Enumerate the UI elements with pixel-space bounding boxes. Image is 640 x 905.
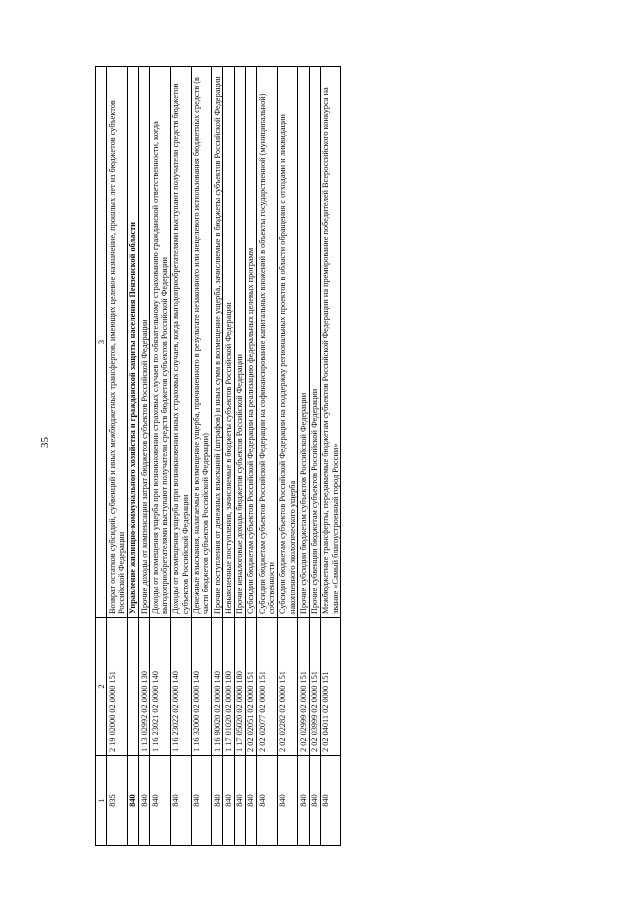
admin-code-cell: 840 <box>170 756 191 846</box>
admin-code-cell: 840 <box>127 756 138 846</box>
table-row <box>298 67 309 846</box>
table-row <box>309 67 320 846</box>
table-row <box>170 67 191 846</box>
budget-classification-code-cell: 2 02 02282 02 0000 151 <box>277 618 298 756</box>
table-row <box>150 67 171 846</box>
revenue-name-cell: Денежные взыскания, налагаемые в возмещение ущерба, причиненного в результате незаконного или нецелевого использования бюджетных средств (в части бюджетов субъектов Российской Федерации) <box>191 67 212 618</box>
budget-classification-code-cell: 1 16 23022 02 0000 140 <box>170 618 191 756</box>
revenue-name-cell: Возврат остатков субсидий, субвенций и иных межбюджетных трансфертов, имеющих целевое назначение, прошлых лет из бюджетов субъектов Российской Федерации <box>107 67 128 618</box>
admin-code-cell: 840 <box>257 756 278 846</box>
revenue-name-cell: Субсидии бюджетам субъектов Российской Федерации на поддержку региональных проектов в области обращения с отходами и ликвидации накопленного экологического ущерба <box>277 67 298 618</box>
budget-classification-code-cell: 1 17 01020 02 0000 180 <box>223 618 234 756</box>
column-header-1: 1 <box>96 756 107 846</box>
revenue-name-cell: Прочие поступления от денежных взысканий (штрафов) и иных сумм в возмещение ущерба, зачисляемые в бюджеты субъектов Российской Федерации <box>212 67 223 618</box>
table-row <box>234 67 245 846</box>
table-body <box>107 67 341 846</box>
admin-code-cell: 840 <box>234 756 245 846</box>
admin-code-cell: 840 <box>245 756 256 846</box>
page-number: 35 <box>39 437 51 448</box>
revenue-name-cell: Управление жилищно-коммунального хозяйства и гражданской защиты населения Пензенской области <box>127 67 138 618</box>
table-row <box>212 67 223 846</box>
table-row <box>139 67 150 846</box>
table-header-row <box>96 67 107 846</box>
document-table-container <box>95 66 341 846</box>
budget-classification-code-cell: 2 19 02000 02 0000 151 <box>107 618 128 756</box>
table-row <box>277 67 298 846</box>
admin-code-cell: 840 <box>298 756 309 846</box>
budget-classification-code-cell: 1 16 32000 02 0000 140 <box>191 618 212 756</box>
admin-code-cell: 840 <box>309 756 320 846</box>
admin-code-cell: 840 <box>277 756 298 846</box>
admin-code-cell: 840 <box>191 756 212 846</box>
table-row <box>107 67 128 846</box>
revenue-name-cell: Прочие субвенции бюджетам субъектов Российской Федерации <box>309 67 320 618</box>
budget-classification-code-cell: 1 17 05020 02 0000 180 <box>234 618 245 756</box>
table-row <box>245 67 256 846</box>
budget-classification-code-cell: 2 02 02051 02 0000 151 <box>245 618 256 756</box>
revenue-name-cell: Доходы от возмещения ущерба при возникновении иных страховых случаев, когда выгодоприобретателями выступают получатели средств бюджетов субъектов Российской Федерации <box>170 67 191 618</box>
table-row <box>223 67 234 846</box>
table-row <box>127 67 138 846</box>
revenue-name-cell: Невыясненные поступления, зачисляемые в бюджеты субъектов Российской Федерации <box>223 67 234 618</box>
table-row <box>191 67 212 846</box>
column-header-3: 3 <box>96 67 107 618</box>
budget-classification-code-cell: 2 02 02077 02 0000 151 <box>257 618 278 756</box>
revenue-name-cell: Прочие доходы от компенсации затрат бюджетов субъектов Российской Федерации <box>139 67 150 618</box>
revenue-name-cell: Межбюджетные трансферты, передаваемые бюджетам субъектов Российской Федерации на премирование победителей Всероссийского конкурса на звание «Самый благоустроенный город России» <box>320 67 341 618</box>
budget-classification-code-cell: 1 13 02992 02 0000 130 <box>139 618 150 756</box>
admin-code-cell: 835 <box>107 756 128 846</box>
admin-code-cell: 840 <box>139 756 150 846</box>
admin-code-cell: 840 <box>320 756 341 846</box>
revenue-codes-table <box>95 66 341 846</box>
admin-code-cell: 840 <box>150 756 171 846</box>
budget-classification-code-cell <box>127 618 138 756</box>
table-row <box>320 67 341 846</box>
revenue-name-cell: Доходы от возмещения ущерба при возникновении страховых случаев по обязательному страхованию гражданской ответственности, когда выгодоприобретателями выступают получатели средств бюджетов субъектов Российской Федерации <box>150 67 171 618</box>
column-header-2: 2 <box>96 618 107 756</box>
budget-classification-code-cell: 2 02 03999 02 0000 151 <box>309 618 320 756</box>
budget-classification-code-cell: 1 16 90020 02 0000 140 <box>212 618 223 756</box>
budget-classification-code-cell: 2 02 02999 02 0000 151 <box>298 618 309 756</box>
table-row <box>257 67 278 846</box>
admin-code-cell: 840 <box>223 756 234 846</box>
revenue-name-cell: Прочие неналоговые доходы бюджетов субъектов Российской Федерации <box>234 67 245 618</box>
revenue-name-cell: Прочие субсидии бюджетам субъектов Российской Федерации <box>298 67 309 618</box>
admin-code-cell: 840 <box>212 756 223 846</box>
revenue-name-cell: Субсидии бюджетам субъектов Российской Федерации на софинансирование капитальных вложений в объекты государственной (муниципальной) собственности <box>257 67 278 618</box>
revenue-name-cell: Субсидии бюджетам субъектов Российской Федерации на реализацию федеральных целевых программ <box>245 67 256 618</box>
budget-classification-code-cell: 2 02 04011 02 0000 151 <box>320 618 341 756</box>
budget-classification-code-cell: 1 16 23021 02 0000 140 <box>150 618 171 756</box>
